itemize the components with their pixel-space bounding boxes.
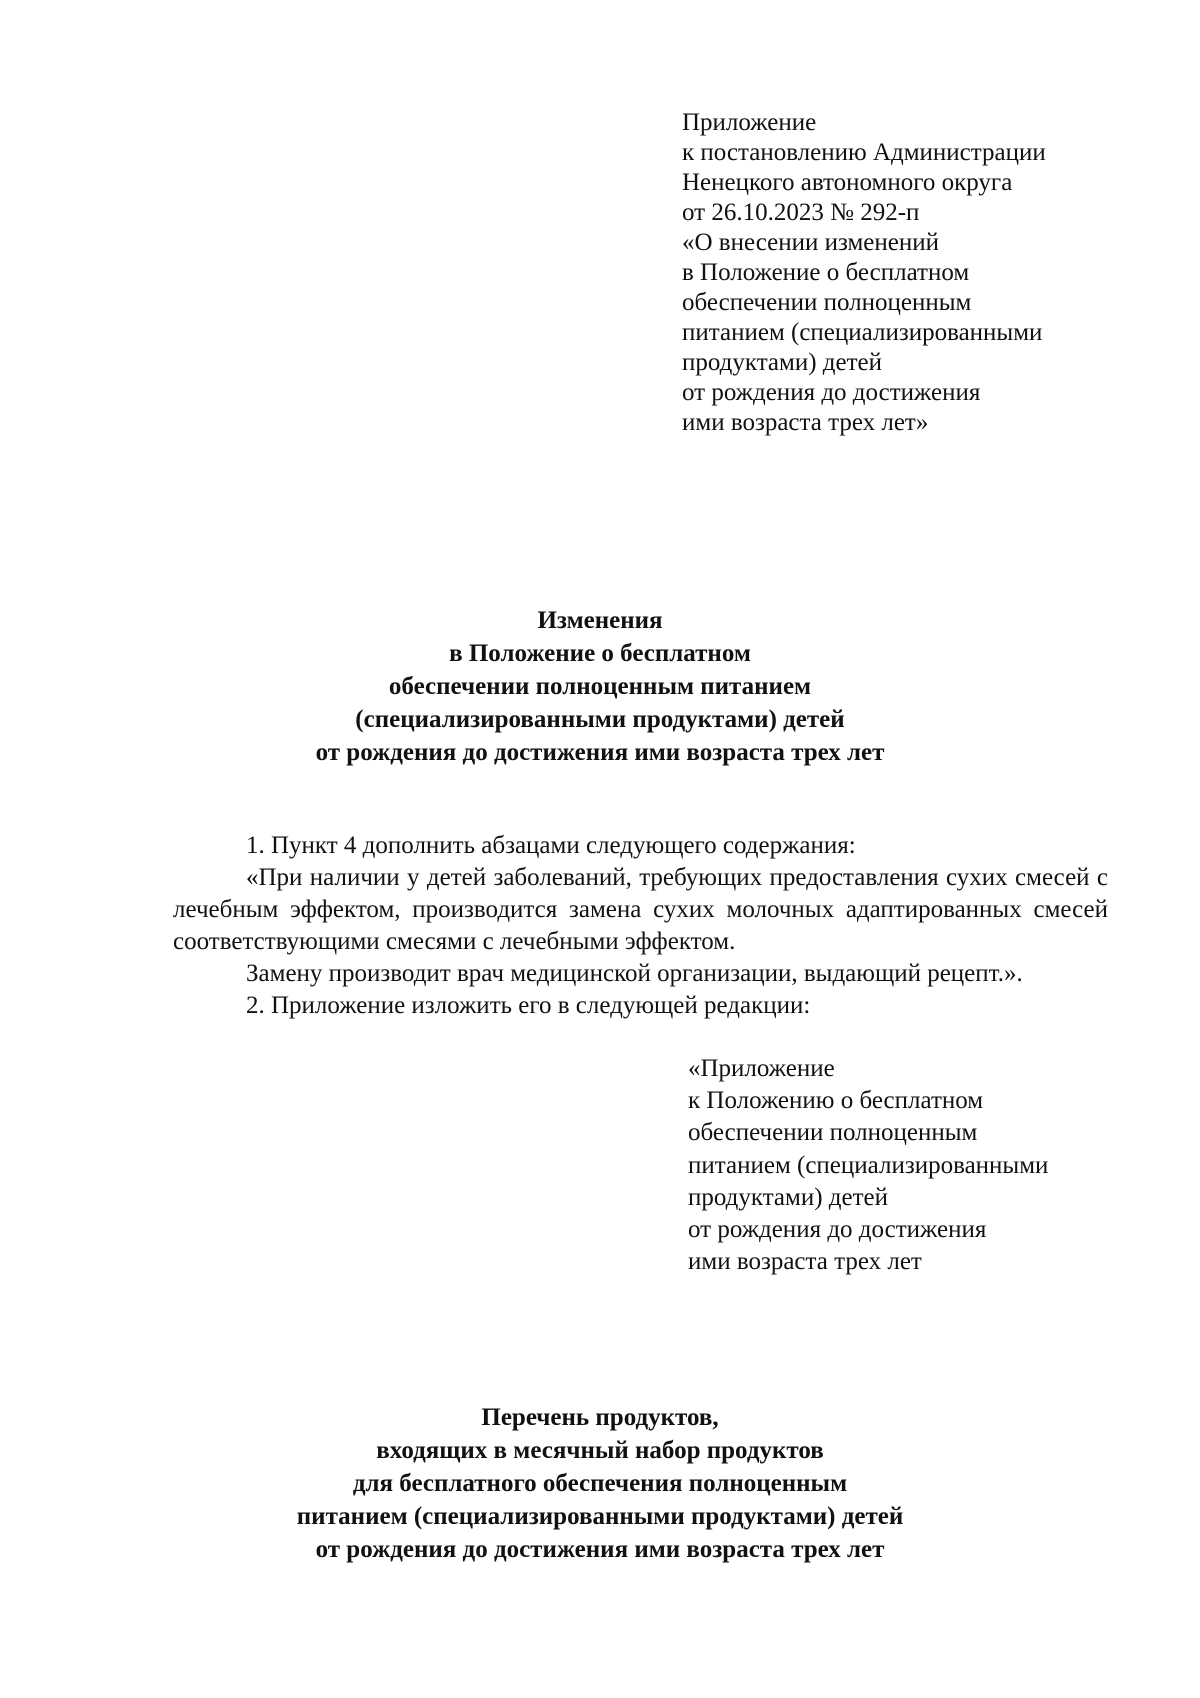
changes-heading-line: от рождения до достижения ими возраста трех лет (315, 739, 885, 766)
attachment-header-line: к постановлению Администрации (682, 139, 1046, 166)
product-list-heading (0, 1401, 1200, 1566)
attachment-header-line: от 26.10.2023 № 292-п (682, 199, 920, 226)
attachment-header (682, 108, 1152, 438)
appendix-header-line: от рождения до достижения (688, 1216, 987, 1244)
attachment-header-line: продуктами) детей (682, 349, 883, 376)
body-text (173, 830, 1108, 1022)
attachment-header-line: ими возраста трех лет» (682, 409, 929, 436)
attachment-header-line: Ненецкого автономного округа (682, 169, 1013, 196)
product-list-heading-line: Перечень продуктов, (481, 1404, 719, 1431)
quote-paragraph-1: «При наличии у детей заболеваний, требующих предоставления сухих смесей с лечебным эффектом, производится замена сухих молочных адаптированных смесей соответствующими смесями с лечебными эффектом. (173, 864, 1108, 955)
product-list-heading-line: питанием (специализированными продуктами) детей (296, 1503, 904, 1530)
changes-heading-line: в Положение о бесплатном (449, 640, 751, 667)
item-2-paragraph: 2. Приложение изложить его в следующей редакции: (246, 992, 811, 1019)
product-list-heading-line: от рождения до достижения ими возраста трех лет (315, 1536, 885, 1563)
attachment-header-line: от рождения до достижения (682, 379, 981, 406)
changes-heading-line: (специализированными продуктами) детей (355, 706, 845, 733)
appendix-header-line: к Положению о бесплатном (688, 1087, 984, 1115)
appendix-header-line: обеспечении полноценным (688, 1119, 978, 1147)
changes-heading-line: Изменения (537, 607, 663, 634)
attachment-header-line: в Положение о бесплатном (682, 259, 970, 286)
attachment-header-line: «О внесении изменений (682, 229, 940, 256)
appendix-header-line: «Приложение (688, 1055, 835, 1082)
item-1-paragraph: 1. Пункт 4 дополнить абзацами следующего содержания: (246, 832, 856, 859)
changes-heading-line: обеспечении полноценным питанием (388, 673, 812, 700)
appendix-header-line: питанием (специализированными (688, 1151, 1049, 1179)
appendix-header-line: ими возраста трех лет (688, 1248, 922, 1276)
quote-paragraph-2: Замену производит врач медицинской организации, выдающий рецепт.». (246, 960, 1023, 987)
attachment-header-line: Приложение (682, 109, 817, 136)
product-list-heading-line: для бесплатного обеспечения полноценным (352, 1470, 848, 1497)
product-list-heading-line: входящих в месячный набор продуктов (376, 1437, 824, 1464)
appendix-header (688, 1053, 1158, 1278)
changes-heading (0, 604, 1200, 769)
attachment-header-line: питанием (специализированными (682, 319, 1043, 346)
appendix-header-line: продуктами) детей (688, 1183, 889, 1211)
attachment-header-line: обеспечении полноценным (682, 289, 972, 316)
